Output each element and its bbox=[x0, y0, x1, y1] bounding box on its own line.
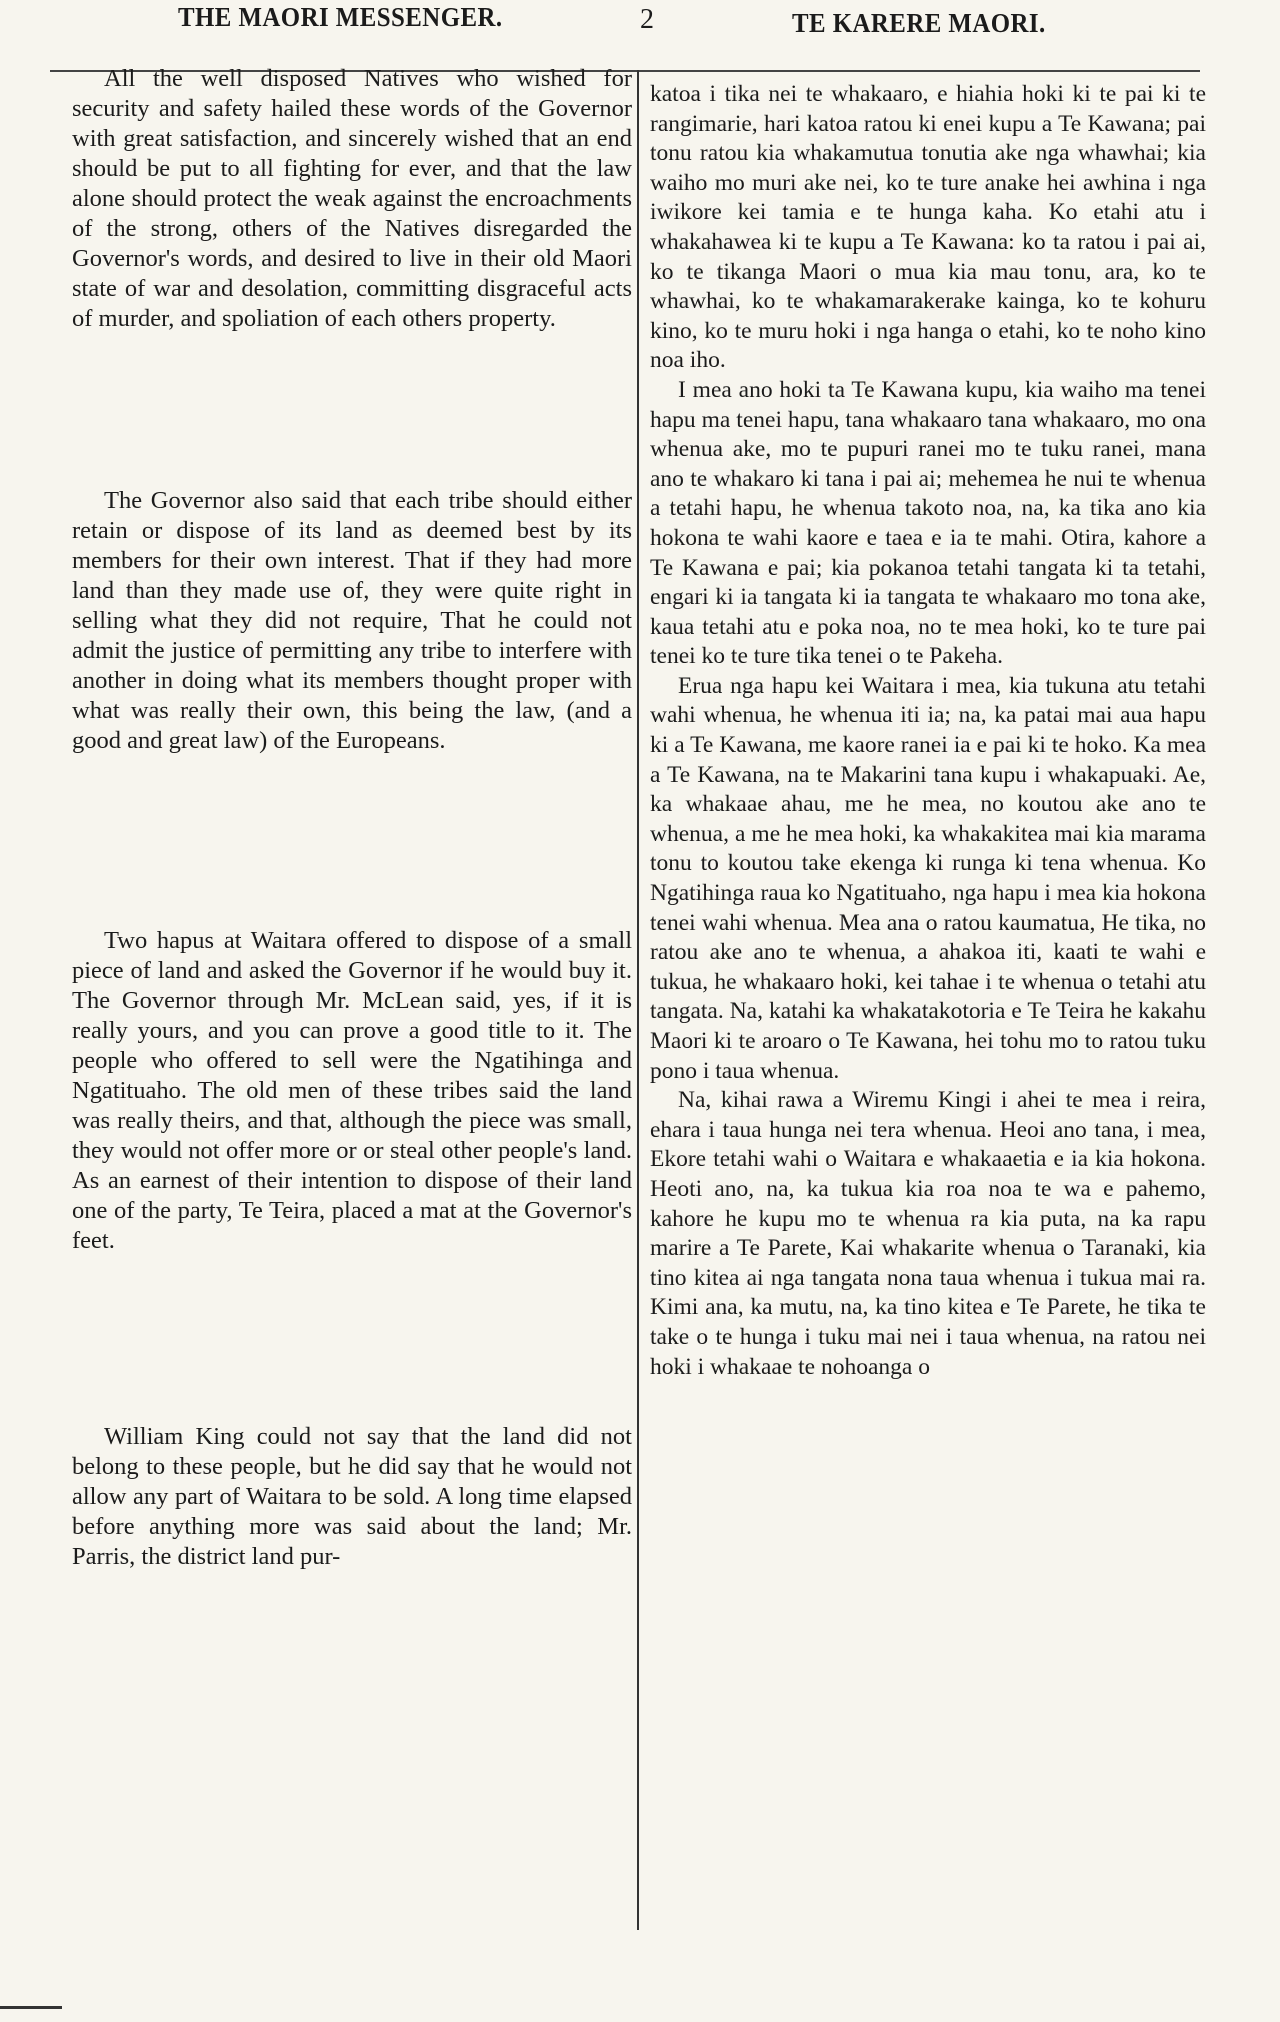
page-number: 2 bbox=[640, 4, 654, 35]
maori-paragraph: katoa i tika nei te whakaaro, e hiahia hoki ki te pai ki te rangimarie, hari katoa ratou ki enei kupu a Te Kawana; pai tonu ratou kia whakamutua tonutia ake nga whawhai; kia waiho mo muri ake nei, ko te ture anake hei awhina i nga iwikore kei tamia e te hunga kaha. Ko etahi atu i whakahawea ki te kupu a Te Kawana: ko ta ratou i pai ai, ko te tikanga Maori o mua kia mau tonu, ara, ko te whawhai, ko te whakamarakerake kainga, ko te kohuru kino, ko te muru hoki i nga hanga o etahi, ko te noho kino noa iho. bbox=[650, 81, 1206, 374]
english-paragraph: The Governor also said that each tribe should either retain or dispose of its land as deemed best by its members for their own interest. That if they had more land than they made use of, they were quite right in selling what they did not require, That he could not admit the justice of permitting any tribe to interfere with another in doing what its members thought proper with what was really their own, this being the law, (and a good and great law) of the Europeans. bbox=[72, 487, 632, 754]
english-paragraph: Two hapus at Waitara offered to dispose of a small piece of land and asked the Governor if he would buy it. The Governor through Mr. McLean said, yes, if it is really yours, and you can prove a good title to it. The people who offered to sell were the Ngatihinga and Ngatituaho. The old men of these tribes said the land was really theirs, and that, although the piece was small, they would not offer more or or steal other people's land. As an earnest of their intention to dispose of their land one of the party, Te Teira, placed a mat at the Governor's feet. bbox=[72, 927, 632, 1254]
page-header bbox=[0, 0, 1280, 46]
maori-masthead: TE KARERE MAORI. bbox=[792, 8, 1046, 38]
maori-column bbox=[650, 80, 1206, 1382]
maori-paragraph: Erua nga hapu kei Waitara i mea, kia tukuna atu tetahi wahi whenua, he whenua iti ia; na, ka patai mai aua hapu ki a Te Kawana, me kaore ranei ia e pai ki te hoko. Ka mea a Te Kawana, na te Makarini tana kupu i whakapuaki. Ae, ka whakaae ahau, me he mea, no koutou ake ano te whenua, a me he mea hoki, ka whakakitea mai kia marama tonu to koutou take ekenga ki runga ki tena whenua. Ko Ngatihinga raua ko Ngatituaho, nga hapu i mea kia hokona tenei wahi whenua. Mea ana o ratou kaumatua, He tika, no ratou ake ano te whenua, a ahakoa iti, kaati te wahi e tukua, he whakaaro hoki, kei tahae i te whenua o tetahi atu tangata. Na, katahi ka whakatakotoria e Te Teira he kakahu Maori ki te aroaro o Te Kawana, hei tohu mo to ratou tuku pono i taua whenua. bbox=[650, 672, 1206, 1084]
maori-paragraph: Na, kihai rawa a Wiremu Kingi i ahei te mea i reira, ehara i taua hunga nei tera whenua. Heoi ano tana, i mea, Ekore tetahi wahi o Waitara e whakaaetia e ia kia hokona. Heoti ano, na, ka tukua kia roa noa te wa e pahemo, kahore he kupu mo te whenua ra kia puta, na ka rapu marire a Te Parete, Kai whakarite whenua o Taranaki, kia tino kitea ai nga tangata nona taua whenua i tukua mai ra. Kimi ana, ka mutu, na, ka tino kitea e Te Parete, he tika te take o te hunga i tuku mai nei i taua whenua, na ratou nei hoki i whakaae te nohoanga o bbox=[650, 1087, 1206, 1380]
column-divider bbox=[637, 70, 639, 1930]
english-paragraph: William King could not say that the land did not belong to these people, but he did say that he would not allow any part of Waitara to be sold. A long time elapsed before anything more was said about the land; Mr. Parris, the district land pur- bbox=[72, 1423, 632, 1570]
english-masthead: THE MAORI MESSENGER. bbox=[178, 2, 503, 32]
english-paragraph: All the well disposed Natives who wished for security and safety hailed these words of the Governor with great satisfaction, and sincerely wished that an end should be put to all fighting for ever, and that the law alone should protect the weak against the encroachments of the strong, others of the Natives disregarded the Governor's words, and desired to live in their old Maori state of war and desolation, committing disgraceful acts of murder, and spoliation of each others property. bbox=[72, 65, 632, 332]
maori-paragraph: I mea ano hoki ta Te Kawana kupu, kia waiho ma tenei hapu ma tenei hapu, tana whakaaro tana whakaaro, mo ona whenua ake, mo te pupuri ranei mo te tuku ranei, mana ano te whakaro ki tana i pai ai; mehemea he nui te whenua a tetahi hapu, he whenua takoto noa, na, ka tika ano kia hokona te wahi kaore e taea e ia te mahi. Otira, kahore a Te Kawana e pai; kia pokanoa tetahi tangata ki ta tetahi, engari ki ia tangata ki ia tangata te whakaaro mo tona ake, kaua tetahi atu e poka noa, no te mea hoki, ko te ture pai tenei ko te ture tika tenei o te Pakeha. bbox=[650, 376, 1206, 670]
footer-rule bbox=[0, 2006, 62, 2009]
english-column bbox=[72, 64, 632, 1572]
